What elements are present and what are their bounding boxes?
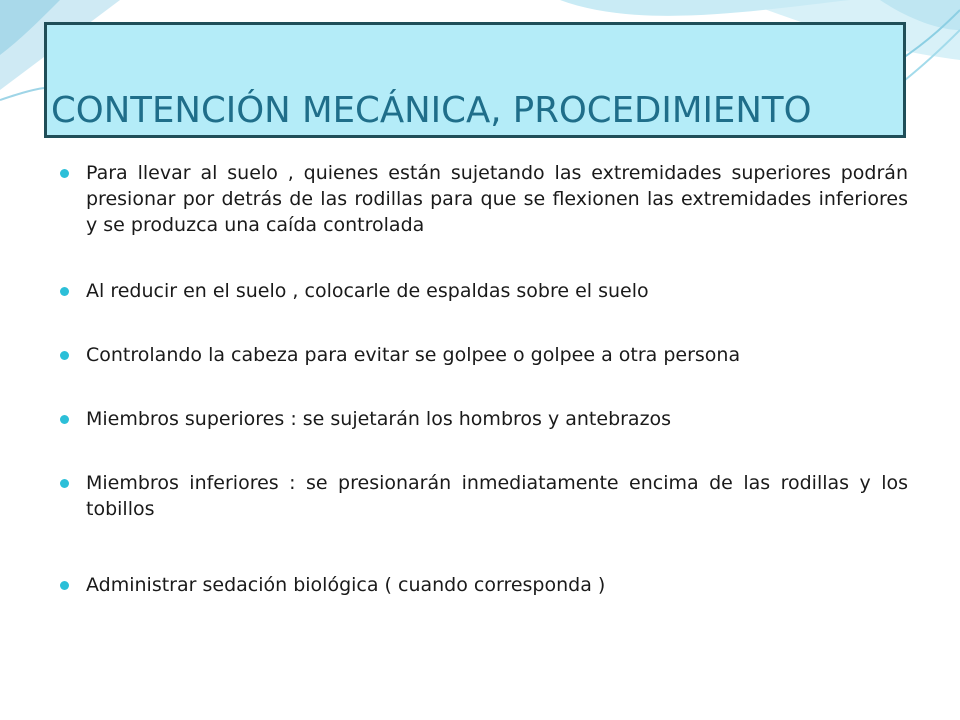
bullet-item: [60, 278, 908, 304]
bullet-text: Administrar sedación biológica ( cuando corresponda ): [86, 574, 606, 596]
bullet-text: Al reducir en el suelo , colocarle de espaldas sobre el suelo: [86, 280, 649, 302]
slide-content: [60, 160, 908, 598]
bullet-text: Controlando la cabeza para evitar se golpee o golpee a otra persona: [86, 344, 741, 366]
bullet-dot-icon: [60, 581, 69, 590]
slide-title: CONTENCIÓN MECÁNICA, PROCEDIMIENTO: [51, 90, 812, 131]
bullet-dot-icon: [60, 169, 69, 178]
bullet-item: [60, 160, 908, 238]
title-box: [44, 22, 906, 138]
bullet-item: [60, 406, 908, 432]
bullet-text: Miembros superiores : se sujetarán los hombros y antebrazos: [86, 408, 672, 430]
bullet-dot-icon: [60, 351, 69, 360]
bullet-text: Miembros inferiores : se presionarán inmediatamente encima de las rodillas y los tobillos: [86, 472, 908, 520]
bullet-item: [60, 342, 908, 368]
bullet-dot-icon: [60, 287, 69, 296]
bullet-item: [60, 470, 908, 522]
bullet-dot-icon: [60, 479, 69, 488]
bullet-text: Para llevar al suelo , quienes están sujetando las extremidades superiores podrán presionar por detrás de las rodillas para que se flexionen las extremidades inferiores y se produzca una caída controlada: [86, 162, 908, 236]
bullet-item: [60, 572, 908, 598]
bullet-list: [60, 160, 908, 598]
bullet-dot-icon: [60, 415, 69, 424]
